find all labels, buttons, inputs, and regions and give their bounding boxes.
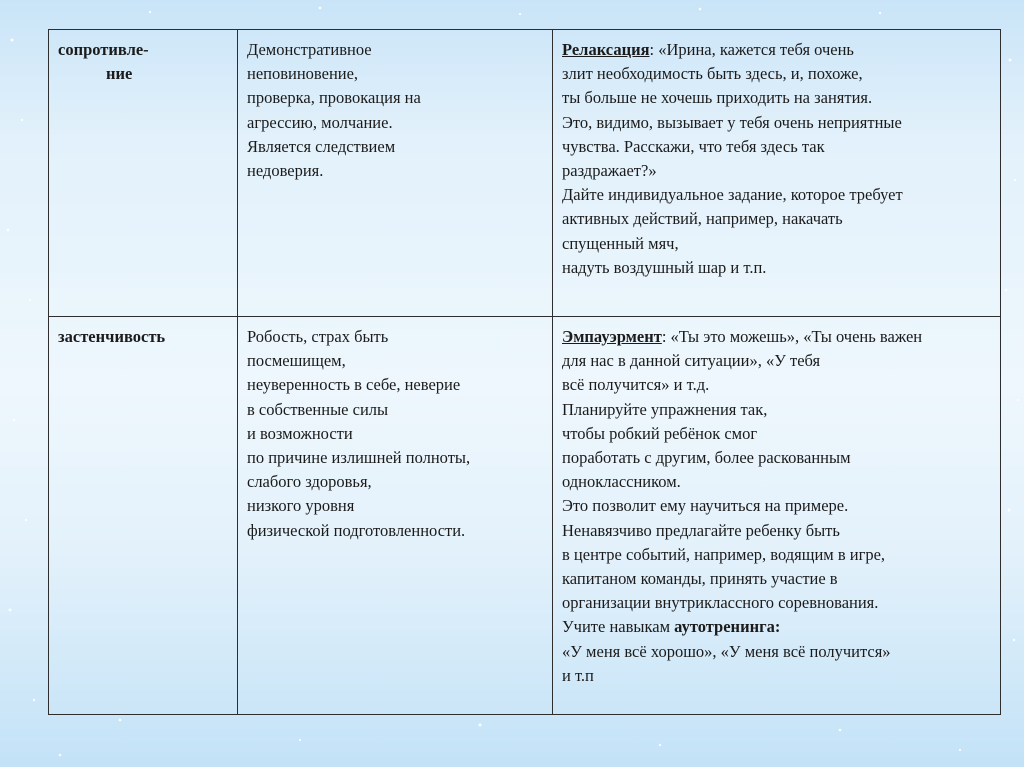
description-line: в собственные силы — [247, 399, 389, 419]
method-line: «У меня всё хорошо», «У меня всё получится» — [562, 641, 891, 661]
method-line: ты больше не хочешь приходить на занятия. — [562, 88, 873, 108]
method-line: активных действий, например, накачать — [562, 209, 843, 229]
method-line: чтобы робкий ребёнок смог — [562, 423, 758, 443]
method-first-line — [562, 325, 991, 349]
description-line: и возможности — [247, 423, 353, 443]
method-cell — [553, 30, 1001, 317]
method-label: Эмпауэрмент — [562, 327, 662, 346]
content-table-container — [48, 29, 1001, 684]
description-cell — [238, 317, 553, 715]
description-line: Робость, страх быть — [247, 327, 389, 346]
method-first-line — [562, 38, 991, 62]
method-line: поработать с другим, более раскованным — [562, 448, 851, 468]
method-line: организации внутриклассного соревнования. — [562, 593, 879, 613]
description-line: Демонстративное — [247, 40, 372, 59]
method-line: для нас в данной ситуации», «У тебя — [562, 351, 821, 371]
method-line: Дайте индивидуальное задание, которое требует — [562, 185, 903, 205]
method-line: спущенный мяч, — [562, 233, 679, 253]
method-first-text: : «Ирина, кажется тебя очень — [649, 40, 854, 59]
behavior-strategies-table — [48, 29, 1001, 715]
method-line: одноклассником. — [562, 472, 681, 492]
method-line: в центре событий, например, водящим в игре, — [562, 544, 886, 564]
method-line: Планируйте упражнения так, — [562, 399, 768, 419]
method-first-text: : «Ты это можешь», «Ты очень важен — [661, 327, 923, 346]
description-line: Является следствием — [247, 136, 396, 156]
table-row — [49, 30, 1001, 317]
table-row — [49, 317, 1001, 715]
description-line: физической подготовленности. — [247, 520, 466, 540]
description-line: недоверия. — [247, 161, 324, 181]
training-bold: аутотренинга: — [674, 617, 781, 637]
term-line: застенчивость — [58, 327, 166, 346]
method-line: Ненавязчиво предлагайте ребенку быть — [562, 520, 840, 540]
training-prefix: Учите навыкам — [562, 617, 675, 637]
term-cell — [49, 30, 238, 317]
description-cell — [238, 30, 553, 317]
description-line: низкого уровня — [247, 496, 355, 516]
method-line: Это, видимо, вызывает у тебя очень неприятные — [562, 112, 902, 132]
description-line: слабого здоровья, — [247, 472, 372, 492]
method-line: капитаном команды, принять участие в — [562, 569, 838, 589]
method-line: раздражает?» — [562, 161, 657, 181]
method-line: Это позволит ему научиться на примере. — [562, 496, 849, 516]
term-line: сопротивле- — [58, 40, 149, 59]
term-cell — [49, 317, 238, 715]
training-line — [562, 615, 991, 639]
method-line: чувства. Расскажи, что тебя здесь так — [562, 136, 825, 156]
method-line: злит необходимость быть здесь, и, похоже, — [562, 64, 863, 84]
description-line: агрессию, молчание. — [247, 112, 393, 132]
description-line: по причине излишней полноты, — [247, 448, 471, 468]
description-line: неуверенность в себе, неверие — [247, 375, 461, 395]
description-line: проверка, провокация на — [247, 88, 421, 108]
description-line: посмешищем, — [247, 351, 346, 371]
method-line: и т.п — [562, 665, 594, 685]
method-line: всё получится» и т.д. — [562, 375, 710, 395]
term-line: ние — [106, 64, 133, 84]
method-cell — [553, 317, 1001, 715]
description-line: неповиновение, — [247, 64, 359, 84]
method-label: Релаксация — [562, 40, 650, 59]
method-line: надуть воздушный шар и т.п. — [562, 257, 767, 277]
